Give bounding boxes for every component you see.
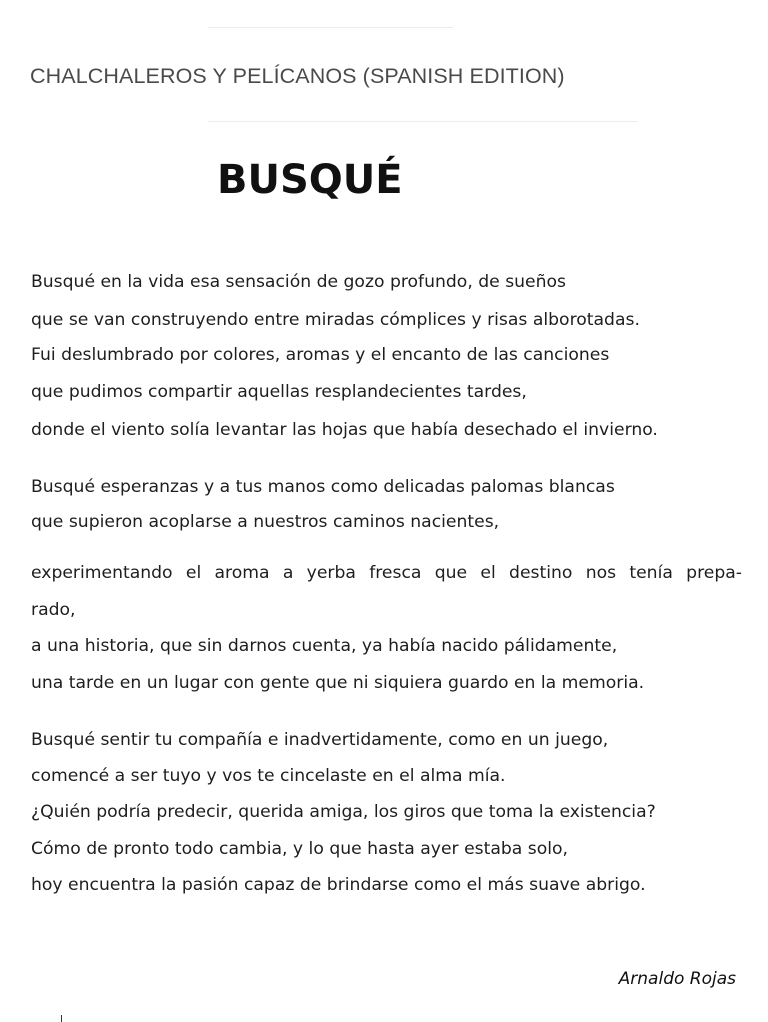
poem-line: que supieron acoplarse a nuestros caminos nacientes, — [31, 512, 500, 532]
author-signature: Arnaldo Rojas — [618, 969, 736, 989]
book-title: CHALCHALEROS Y PELÍCANOS (SPANISH EDITION) — [30, 64, 565, 88]
poem-line: Busqué en la vida esa sensación de gozo profundo, de sueños — [31, 272, 566, 292]
header-divider — [208, 121, 638, 122]
page-mark — [61, 1015, 62, 1022]
poem-line: que pudimos compartir aquellas resplandecientes tardes, — [31, 382, 527, 402]
top-divider — [208, 27, 453, 28]
poem-line: que se van construyendo entre miradas cómplices y risas alborotadas. — [31, 310, 640, 330]
poem-line: Fui deslumbrado por colores, aromas y el encanto de las canciones — [31, 345, 610, 365]
poem-line: donde el viento solía levantar las hojas que había desechado el invierno. — [31, 420, 658, 440]
poem-line: Busqué esperanzas y a tus manos como delicadas palomas blancas — [31, 477, 615, 497]
poem-line: comencé a ser tuyo y vos te cincelaste en el alma mía. — [31, 766, 506, 786]
poem-line: Cómo de pronto todo cambia, y lo que hasta ayer estaba solo, — [31, 839, 569, 859]
poem-line: a una historia, que sin darnos cuenta, ya había nacido pálidamente, — [31, 636, 618, 656]
poem-line: experimentando el aroma a yerba fresca que el destino nos tenía prepa- — [31, 563, 742, 583]
poem-line: rado, — [31, 600, 76, 620]
poem-line: Busqué sentir tu compañía e inadvertidamente, como en un juego, — [31, 730, 609, 750]
poem-line: hoy encuentra la pasión capaz de brindarse como el más suave abrigo. — [31, 875, 646, 895]
poem-title: BUSQUÉ — [217, 157, 403, 203]
poem-line: una tarde en un lugar con gente que ni siquiera guardo en la memoria. — [31, 673, 645, 693]
poem-line: ¿Quién podría predecir, querida amiga, los giros que toma la existencia? — [31, 802, 656, 822]
